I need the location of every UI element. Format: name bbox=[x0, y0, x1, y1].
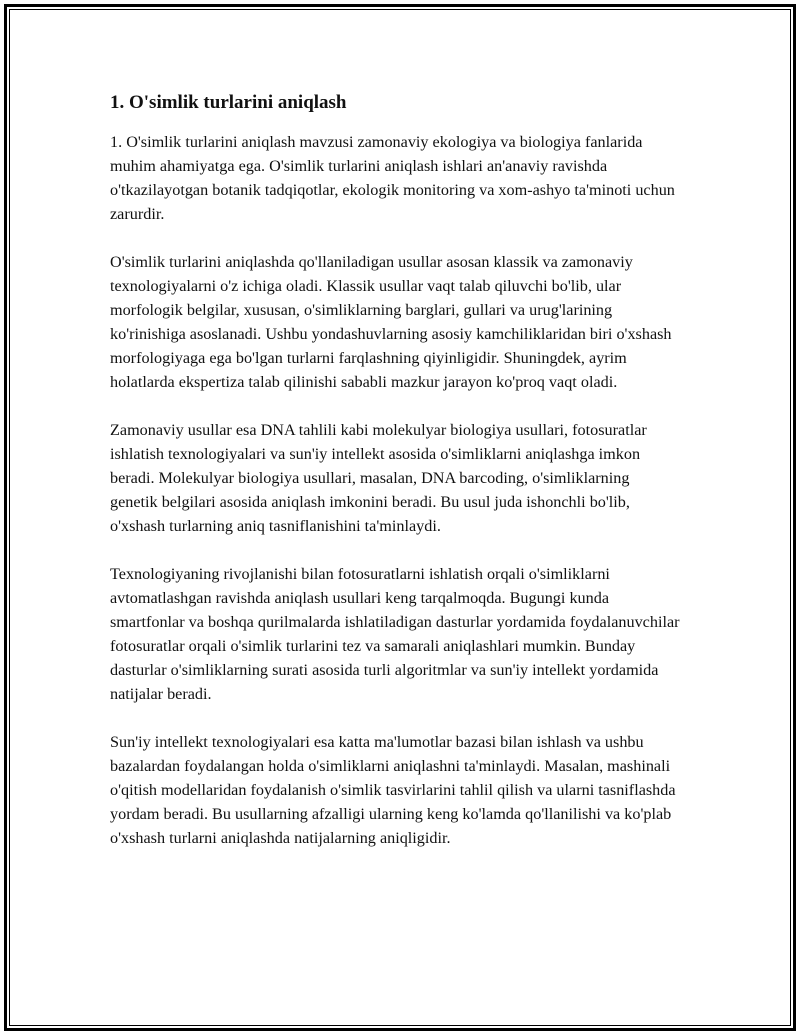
paragraph-classic-methods: O'simlik turlarini aniqlashda qo'llaniladigan usullar asosan klassik va zamonaviy texnologiyalarni o'z ichiga oladi. Klassik usullar vaqt talab qiluvchi bo'lib, ular morfologik belgilar, xususan, o'simliklarning barglari, gullari va urug'larining ko'rinishiga asoslanadi. Ushbu yondashuvlarning asosiy kamchiliklaridan biri o'xshash morfologiyaga ega bo'lgan turlarni farqlashning qiyinligidir. Shuningdek, ayrim holatlarda ekspertiza talab qilinishi sababli mazkur jarayon ko'proq vaqt oladi. bbox=[110, 253, 672, 391]
paragraph-artificial-intelligence: Sun'iy intellekt texnologiyalari esa katta ma'lumotlar bazasi bilan ishlash va ushbu bazalardan foydalangan holda o'simliklarni aniqlashni ta'minlaydi. Masalan, mashinali o'qitish modellaridan foydalanish o'simlik tasvirlarini tahlil qilish va ularni tasniflashda yordam beradi. Bu usullarning afzalligi ularning keng ko'lamda qo'llanilishi va ko'plab o'xshash turlarni aniqlashda natijalarning aniqligidir. bbox=[110, 733, 676, 847]
paragraph-intro: 1. O'simlik turlarini aniqlash mavzusi zamonaviy ekologiya va biologiya fanlarida muhim ahamiyatga ega. O'simlik turlarini aniqlash ishlari an'anaviy ravishda o'tkazilayotgan botanik tadqiqotlar, ekologik monitoring va xom-ashyo ta'minoti uchun zarurdir. bbox=[110, 133, 675, 223]
paragraph-photo-technology: Texnologiyaning rivojlanishi bilan fotosuratlarni ishlatish orqali o'simliklarni avtomatlashgan ravishda aniqlash usullari keng tarqalmoqda. Bugungi kunda smartfonlar va boshqa qurilmalarda ishlatiladigan dasturlar yordamida foydalanuvchilar fotosuratlar orqali o'simlik turlarini tez va samarali aniqlashlari mumkin. Bunday dasturlar o'simliklarning surati asosida turli algoritmlar va sun'iy intellekt yordamida natijalar beradi. bbox=[110, 565, 680, 703]
document-body bbox=[110, 89, 680, 874]
section-heading: 1. O'simlik turlarini aniqlash bbox=[110, 92, 347, 113]
paragraph-modern-methods: Zamonaviy usullar esa DNA tahlili kabi molekulyar biologiya usullari, fotosuratlar ishlatish texnologiyalari va sun'iy intellekt asosida o'simliklarni aniqlashga imkon beradi. Molekulyar biologiya usullari, masalan, DNA barcoding, o'simliklarning genetik belgilari asosida aniqlash imkonini beradi. Bu usul juda ishonchli bo'lib, o'xshash turlarning aniq tasniflanishini ta'minlaydi. bbox=[110, 421, 647, 535]
